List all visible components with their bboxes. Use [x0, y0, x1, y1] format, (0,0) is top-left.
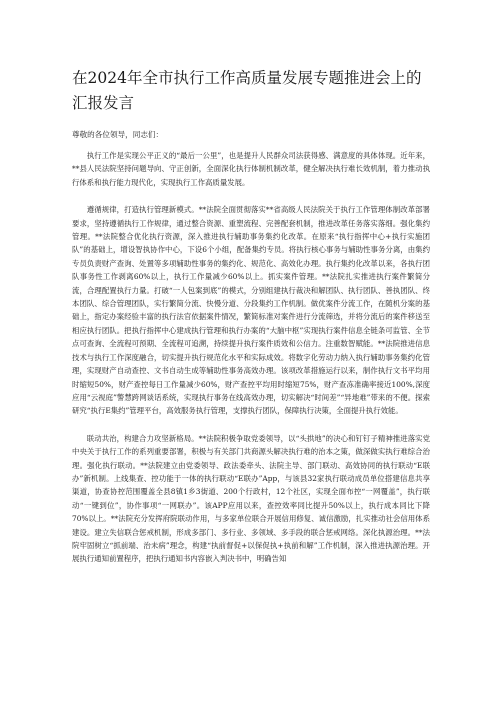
- greeting: 尊敬的各位领导，同志们：: [72, 130, 164, 139]
- paragraph-intro: 执行工作是实现公平正义的“最后一公里”，也是提升人民群众司法获得感、满意度的具体体现。近年来，**县人民法院坚持问题导向、守正创新，全面深化执行体制机制改革，健全解决执行难长效机制，着力推动执行体系和执行能力现代化，实现执行工作高质量发展。: [72, 151, 430, 187]
- document-title: 在2024年全市执行工作高质量发展专题推进会上的汇报发言: [72, 69, 422, 112]
- document-body: [72, 149, 430, 566]
- paragraph-linkage: 联动共治，构建合力攻坚新格局。**法院积极争取党委领导，以“头拱地”的决心和钉钉子精神推进落实党中央关于执行工作的系列重要部署，积极与有关部门共商源头解决执行难的治本之策，做深做实执行难综合治理。强化执行联动。**法院建立由党委领导、政法委牵头、法院主导、部门联动、高效协同的执行联动“E联办”新机制。上线集查、控功能于一体的执行联动“E联办”App，与该县32家执行联动成员单位搭建信息共享渠道，协查协控范围覆盖全县8镇1乡3街道、200个行政村，12个社区，实现全面布控“一网覆盖”，执行联动“一键到位”，协作事项“一网联办”。该APP应用以来，查控效率同比提升50%以上，执行成本同比下降70%以上。**法院充分发挥府院联动作用，与多家单位联合开展信用修复、诚信激励，扎实推动社会信用体系建设。建立失信联合惩戒机制，形成多部门、多行业、多领域、多手段的联合惩戒网络。深化执源治理。**法院牢固树立“抓前端、治未病”理念，构建“执前督促+以保促执+执前和解”工作机制，深入推进执源治理。开展执行通知前置程序，把执行通知书内容嵌入判决书中，明确告知: [72, 433, 430, 564]
- paragraph-management: 遵循规律，打造执行管理新模式。**法院全面贯彻落实**省高级人民法院关于执行工作管理体制改革部署要求，坚持遵循执行工作规律，通过整合资源、重塑流程、完善配套机制，推进改革任务落实落细。强化集约管理。**法院整合优化执行资源，深入推进执行辅助事务集约化改革。在原来“执行指挥中心+执行实施团队”的基础上，增设智执协作中心，下设6个小组，配备集约专员。将执行核心事务与辅助性事务分离，由集约专员负责财产查询、处置等多项辅助性事务的集约化、规范化、高效化办理。执行集约化改革以来，各执行团队事务性工作剥离60%以上，执行工作量减少60%以上。抓实案件管理。**法院扎实推进执行案件繁简分流，合理配置执行力量。打破“一人包案到底”的模式，分别组建执行裁决和解团队、执行团队、善执团队、终本团队、综合管理团队，实行繁简分流、快慢分道、分段集约工作机制。做优案件分流工作，在随机分案的基础上，指定办案经验丰富的执行法官依据案件情况，繁简标准对案件进行分流筛选，并将分流后的案件移送至相应执行团队。把执行指挥中心建成执行管理和执行办案的“大脑中枢”实现执行案件信息全链条可监管、全节点可查询、全流程可预期、全流程可追溯，持续提升执行案件质效和公信力。注重数智赋能。**法院推进信息技术与执行工作深度融合，切实提升执行规范化水平和实际成效。将数字化劳动力纳入执行辅助事务集约化管理，实现财产自动查控、文书自动生成等辅助性事务高效办理。该项改革措施运行以来，制作执行文书平均用时缩短50%，财产查控每日工作量减少60%，财产查控平均用时缩短75%，财产查冻准确率接近100%,深度应用“云视庭”警慧跨网谈话系统，实现执行事务在线高效办理，切实解决“时间差”“异地难”带来的不便。探索研究“执行E集约”管理平台，高效服务执行管理，支撑执行团队，保障执行决策，全面提升执行效能。: [72, 205, 430, 416]
